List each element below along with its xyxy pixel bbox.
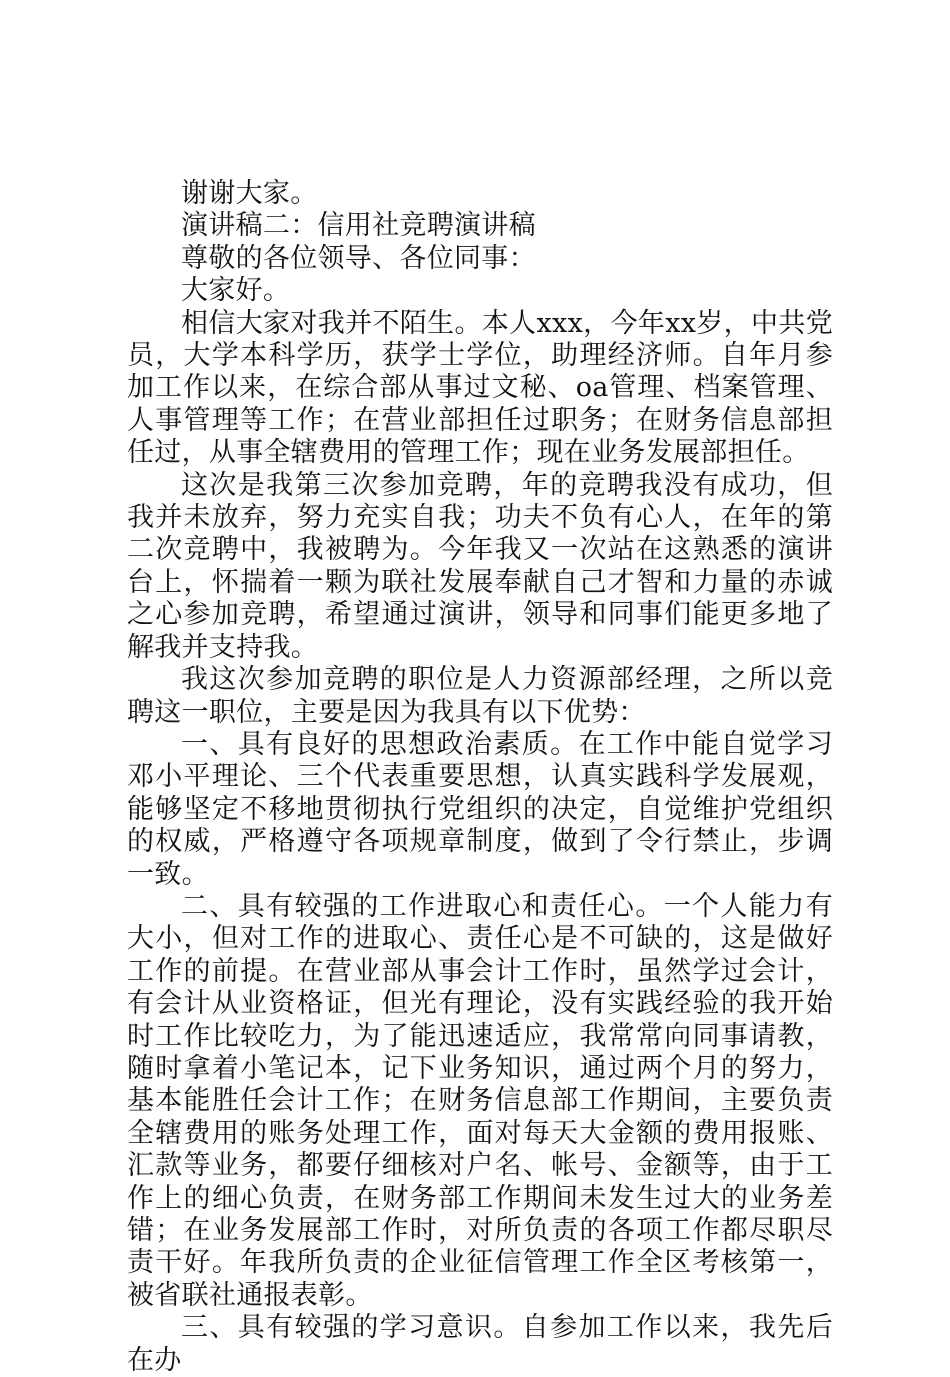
- paragraph-advantage-two: 二、具有较强的工作进取心和责任心。一个人能力有大小，但对工作的进取心、责任心是不可缺的，这是做好工作的前提。在营业部从事会计工作时，虽然学过会计，有会计从业资格证，但光有理论，没有实践经验的我开始时工作比较吃力，为了能迅速适应，我常常向同事请教，随时拿着小笔记本，记下业务知识，通过两个月的努力，基本能胜任会计工作；在财务信息部工作期间，主要负责全辖费用的账务处理工作，面对每天大金额的费用报账、汇款等业务，都要仔细核对户名、帐号、金额等，由于工作上的细心负责，在财务部工作期间未发生过大的业务差错；在业务发展部工作时，对所负责的各项工作都尽职尽责干好。年我所负责的企业征信管理工作全区考核第一，被省联社通报表彰。: [127, 890, 833, 1311]
- greeting: 大家好。: [181, 275, 291, 307]
- paragraph-competition-history: 这次是我第三次参加竞聘，年的竞聘我没有成功，但我并未放弃，努力充实自我；功夫不负有心人，在年的第二次竞聘中，我被聘为。今年我又一次站在这熟悉的演讲台上，怀揣着一颗为联社发展奉献自己才智和力量的赤诚之心参加竞聘，希望通过演讲，领导和同事们能更多地了解我并支持我。: [127, 469, 833, 663]
- paragraph-introduction: 相信大家对我并不陌生。本人xxx，今年xx岁，中共党员，大学本科学历，获学士学位，助理经济师。自年月参加工作以来，在综合部从事过文秘、oa管理、档案管理、人事管理等工作；在营业部担任过职务；在财务信息部担任过，从事全辖费用的管理工作；现在业务发展部担任。: [127, 307, 833, 469]
- salutation: 尊敬的各位领导、各位同事：: [181, 242, 536, 274]
- document-body: [127, 178, 833, 1377]
- paragraph-position: 我这次参加竞聘的职位是人力资源部经理，之所以竞聘这一职位，主要是因为我具有以下优势：: [127, 664, 833, 728]
- paragraph-advantage-one: 一、具有良好的思想政治素质。在工作中能自觉学习邓小平理论、三个代表重要思想，认真实践科学发展观，能够坚定不移地贯彻执行党组织的决定，自觉维护党组织的权威，严格遵守各项规章制度，做到了令行禁止，步调一致。: [127, 728, 833, 890]
- paragraph-advantage-three: 三、具有较强的学习意识。自参加工作以来，我先后在办: [127, 1312, 833, 1376]
- speech-title: 演讲稿二：信用社竞聘演讲稿: [181, 210, 536, 242]
- closing-line: 谢谢大家。: [181, 178, 318, 209]
